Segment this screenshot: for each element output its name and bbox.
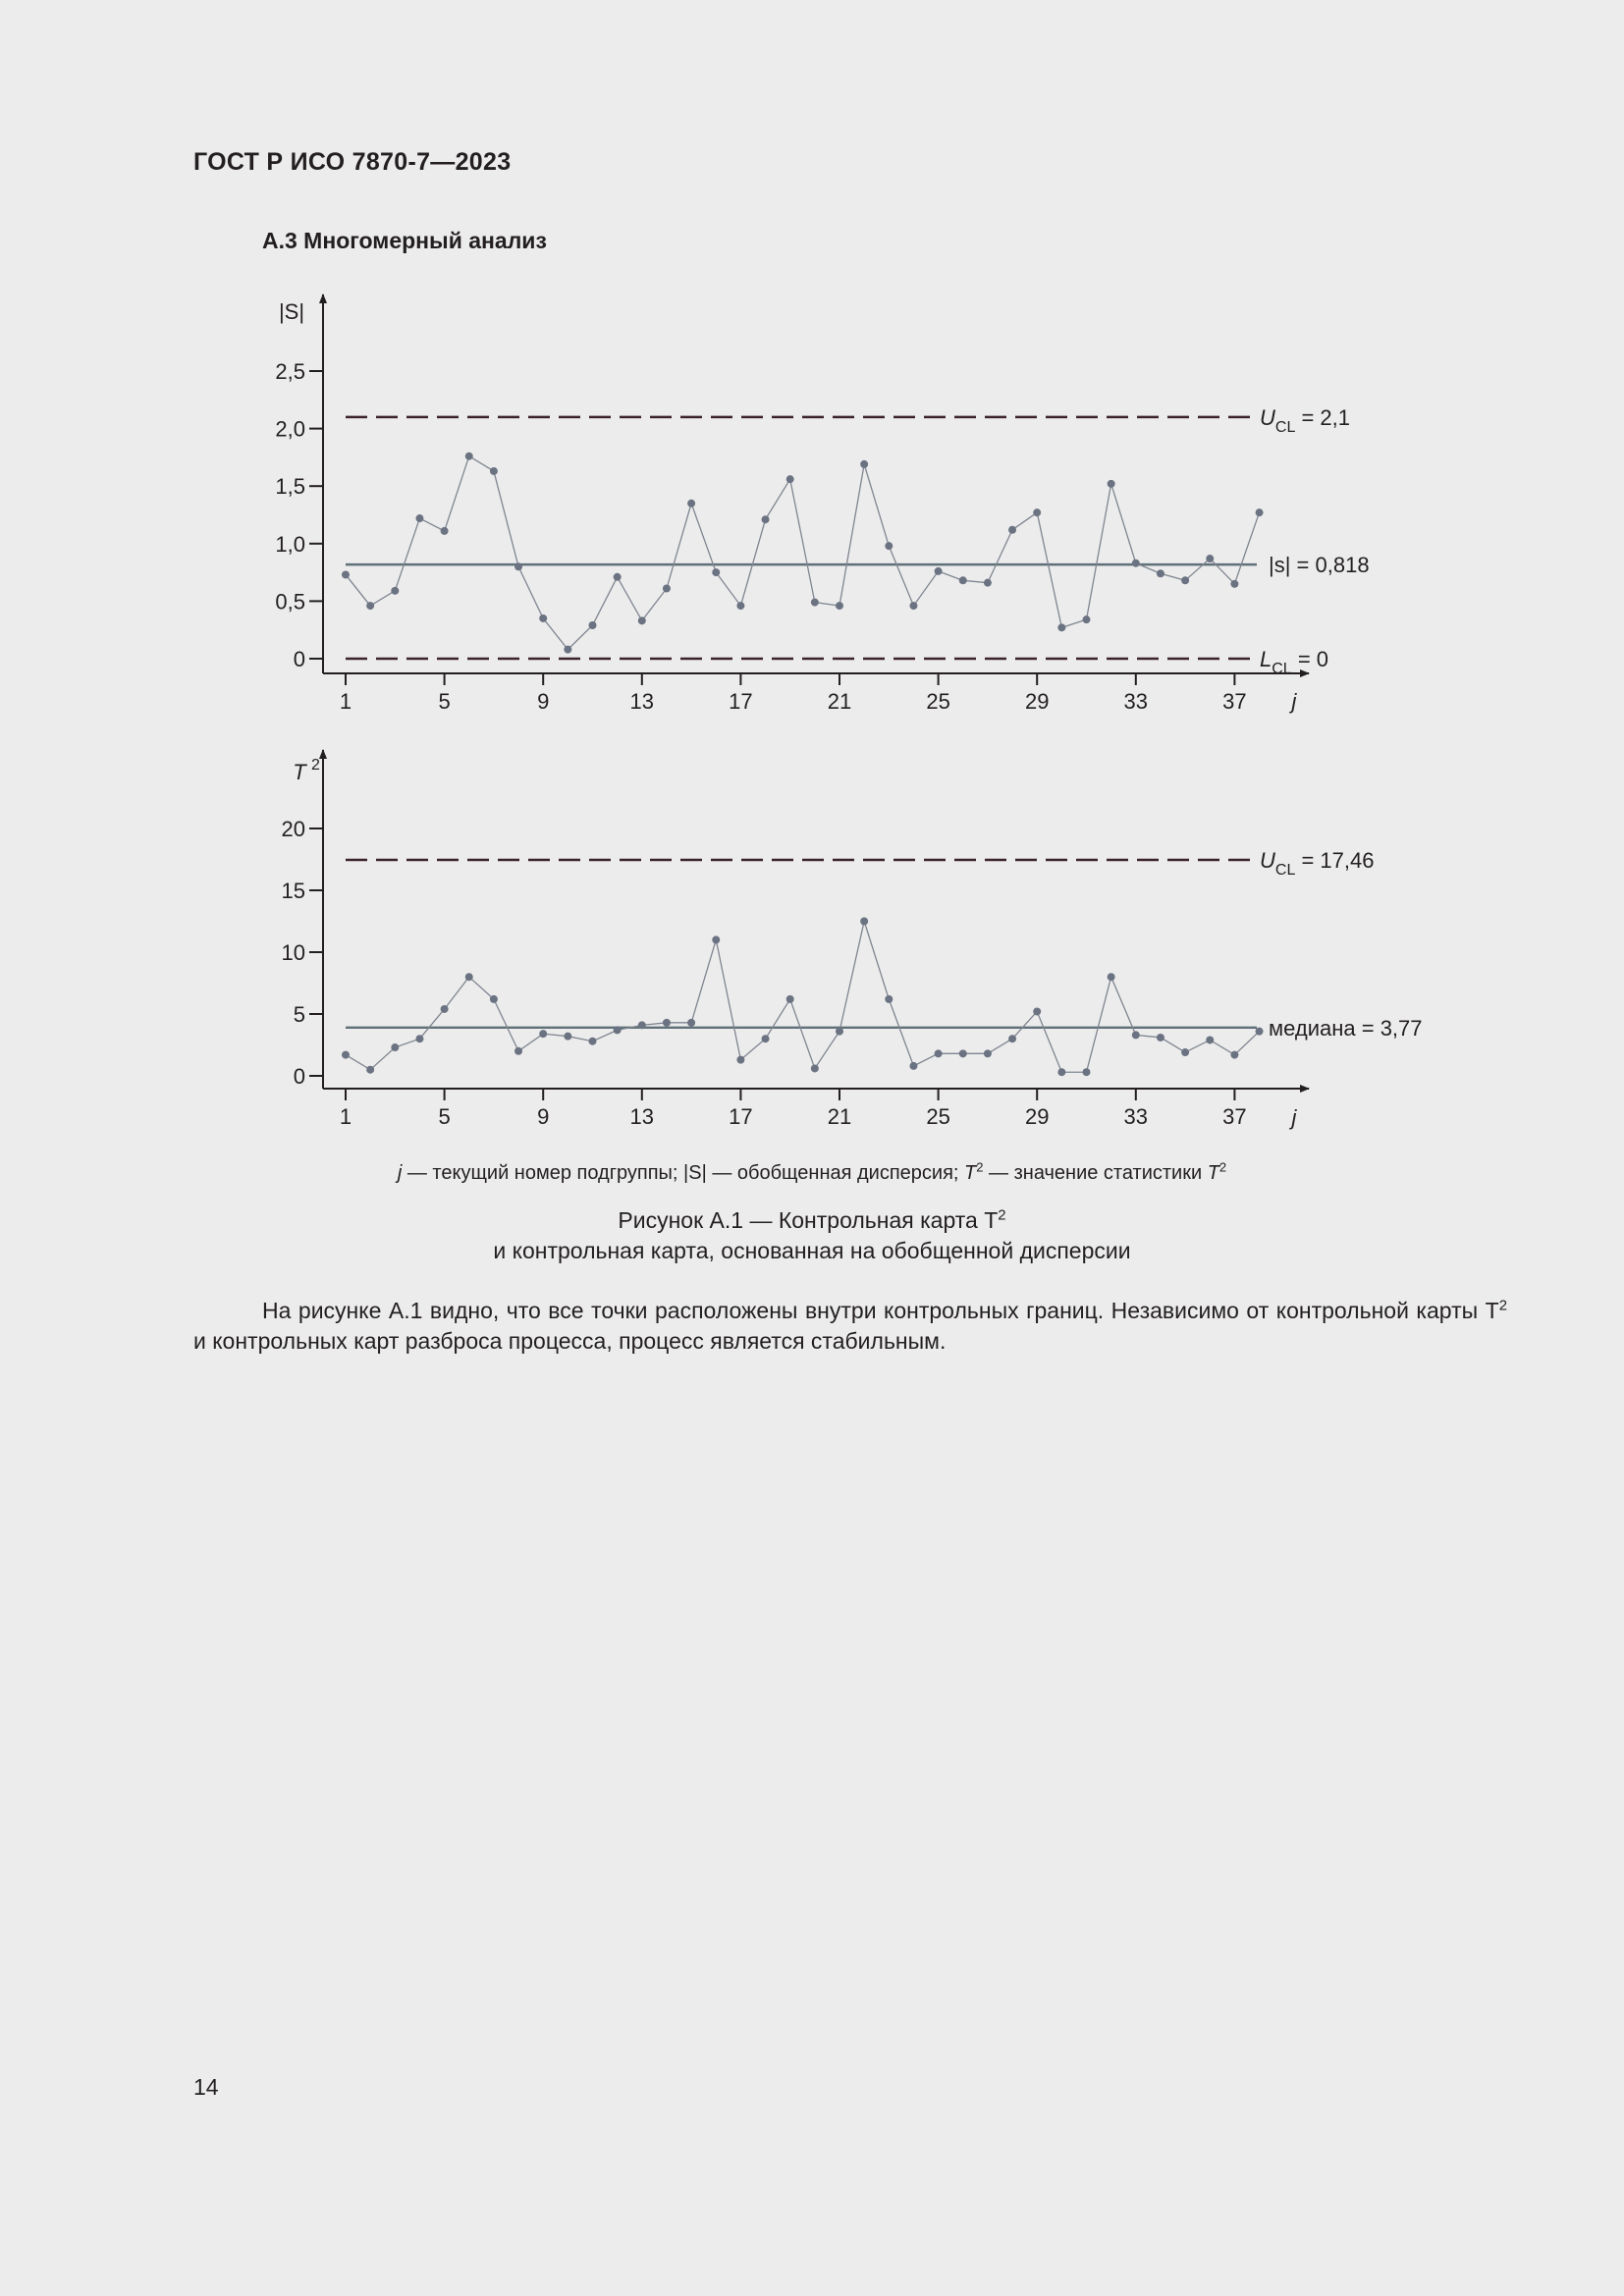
data-point	[465, 973, 473, 981]
reference-label-ucl: $U_{CL} = 2,1$	[1260, 404, 1350, 436]
legend-text-2: — значение статистики	[983, 1162, 1208, 1184]
data-point	[1108, 480, 1115, 488]
t2-chart	[282, 750, 1423, 1130]
data-point	[885, 542, 893, 550]
data-point	[342, 570, 350, 578]
data-point	[490, 467, 498, 475]
data-point	[736, 602, 744, 610]
x-tick-label: 9	[537, 689, 550, 714]
data-point	[687, 1019, 695, 1027]
x-tick-label: 29	[1024, 1104, 1050, 1129]
y-tick-label: 2,5	[275, 359, 305, 384]
x-tick-label: 13	[629, 1104, 655, 1129]
body-sup: 2	[1498, 1297, 1507, 1314]
data-point	[1157, 569, 1164, 577]
data-point	[441, 1005, 449, 1013]
data-point	[935, 1049, 943, 1057]
data-point	[1256, 508, 1264, 516]
data-point	[490, 995, 498, 1003]
data-point	[1157, 1034, 1164, 1041]
data-point	[1230, 580, 1238, 588]
data-point	[860, 460, 868, 468]
data-point	[786, 475, 794, 483]
data-point	[614, 1026, 622, 1034]
data-point	[564, 1033, 571, 1041]
x-tick-label: 25	[926, 689, 950, 714]
caption-sup: 2	[998, 1206, 1006, 1224]
data-point	[712, 935, 720, 943]
data-point	[935, 567, 943, 575]
y-tick-label: 5	[293, 1002, 305, 1027]
data-point	[1008, 1035, 1016, 1042]
data-point	[984, 579, 992, 587]
x-tick-label: 1	[339, 1104, 352, 1129]
data-point	[984, 1049, 992, 1057]
data-point	[885, 995, 893, 1003]
data-point	[1181, 1048, 1189, 1056]
data-point	[1057, 1068, 1065, 1076]
body-paragraph	[193, 1296, 1507, 1357]
y-tick-label: 10	[281, 940, 305, 965]
legend-j-symbol: j	[397, 1162, 403, 1184]
legend-t2-symbol: T	[1207, 1162, 1219, 1184]
y-axis-label: |S|	[278, 299, 305, 324]
x-tick-label: 21	[827, 689, 852, 714]
data-point	[811, 599, 819, 607]
body-text-1: На рисунке А.1 видно, что все точки расположены внутри контрольных границ. Независимо от контрольной карты T	[262, 1298, 1499, 1323]
data-point	[589, 1038, 597, 1045]
data-point	[1057, 623, 1065, 631]
x-tick-label: 9	[537, 1104, 550, 1129]
data-point	[638, 1021, 646, 1029]
body-text-2: и контрольных карт разброса процесса, процесс является стабильным.	[193, 1328, 947, 1354]
y-axis-label-sup: 2	[311, 757, 320, 774]
data-point	[959, 576, 967, 584]
data-point	[736, 1056, 744, 1064]
x-tick-label: 1	[339, 689, 352, 714]
x-tick-label: 25	[926, 1104, 950, 1129]
page-number: 14	[193, 2074, 219, 2100]
section-title: А.3 Многомерный анализ	[262, 228, 547, 253]
generalized-variance-chart	[275, 294, 1369, 714]
data-point	[1230, 1051, 1238, 1059]
data-point	[514, 562, 522, 570]
reference-label-lcl: $L_{CL} = 0$	[1260, 647, 1329, 677]
data-point	[1083, 615, 1091, 623]
data-point	[465, 453, 473, 460]
data-point	[811, 1064, 819, 1072]
x-tick-label: 5	[438, 689, 451, 714]
x-tick-label: 33	[1123, 1104, 1149, 1129]
data-point	[614, 573, 622, 581]
data-point	[366, 1066, 374, 1074]
y-tick-label: 2,0	[275, 416, 305, 442]
data-point	[687, 500, 695, 507]
y-axis-label: T	[293, 760, 306, 784]
data-point	[415, 514, 423, 522]
data-point	[1108, 973, 1115, 981]
reference-label-center: |s| = 0,818	[1269, 553, 1370, 578]
data-point	[342, 1051, 350, 1059]
y-tick-label: 0,5	[275, 589, 305, 614]
y-tick-label: 1,0	[275, 531, 305, 557]
data-point	[712, 568, 720, 576]
x-tick-label: 13	[629, 689, 655, 714]
data-point	[1256, 1028, 1264, 1036]
data-point	[909, 602, 917, 610]
data-point	[762, 1035, 770, 1042]
data-point	[909, 1062, 917, 1070]
data-point	[1206, 555, 1214, 562]
data-point	[1033, 1007, 1041, 1015]
data-point	[959, 1049, 967, 1057]
reference-label-ucl: $U_{CL} = 17,46$	[1260, 848, 1375, 880]
data-point	[539, 614, 547, 622]
caption-line-1-text: Рисунок А.1 — Контрольная карта T	[618, 1207, 999, 1233]
y-tick-label: 15	[281, 879, 305, 903]
data-point	[391, 587, 399, 595]
data-point	[1008, 526, 1016, 534]
series-line-38	[346, 922, 1260, 1073]
data-point	[836, 602, 843, 610]
figure-caption	[0, 1205, 1624, 1266]
document-header: ГОСТ Р ИСО 7870-7—2023	[193, 148, 512, 176]
legend-t-sup: 2	[976, 1159, 984, 1175]
data-point	[441, 527, 449, 535]
data-point	[366, 602, 374, 610]
data-point	[1181, 576, 1189, 584]
x-tick-label: 5	[438, 1104, 451, 1129]
y-tick-label: 0	[293, 1064, 305, 1089]
x-tick-label: 17	[729, 1104, 753, 1129]
data-point	[1132, 1031, 1140, 1039]
x-axis-label: j	[1291, 689, 1297, 714]
data-point	[638, 616, 646, 624]
data-point	[1206, 1036, 1214, 1043]
data-point	[564, 646, 571, 654]
data-point	[415, 1035, 423, 1042]
caption-line-2: и контрольная карта, основанная на обобщенной дисперсии	[493, 1238, 1131, 1263]
data-point	[860, 918, 868, 926]
caption-line-1	[0, 1205, 1624, 1236]
data-point	[762, 515, 770, 523]
y-tick-label: 1,5	[275, 474, 305, 500]
legend-t-symbol: T	[964, 1162, 977, 1184]
data-point	[514, 1047, 522, 1055]
data-point	[589, 621, 597, 629]
figure-legend	[0, 1159, 1624, 1185]
data-point	[539, 1030, 547, 1038]
data-point	[663, 1019, 671, 1027]
data-point	[1132, 560, 1140, 567]
legend-text-1: — текущий номер подгруппы; |S| — обобщенная дисперсия;	[402, 1162, 965, 1184]
y-tick-label: 20	[281, 817, 305, 841]
y-tick-label: 0	[293, 647, 305, 671]
data-point	[786, 995, 794, 1003]
data-point	[1033, 508, 1041, 516]
x-tick-label: 17	[729, 689, 753, 714]
x-axis-label: j	[1291, 1105, 1297, 1130]
x-tick-label: 37	[1222, 689, 1247, 714]
data-point	[391, 1043, 399, 1051]
series-line-38	[346, 456, 1260, 650]
data-point	[836, 1028, 843, 1036]
legend-t2-sup: 2	[1218, 1159, 1227, 1175]
data-point	[1083, 1068, 1091, 1076]
x-tick-label: 33	[1123, 689, 1149, 714]
x-tick-label: 37	[1222, 1104, 1247, 1129]
data-point	[663, 585, 671, 593]
x-tick-label: 29	[1024, 689, 1050, 714]
reference-label-median: медиана = 3,77	[1269, 1015, 1423, 1041]
x-tick-label: 21	[827, 1104, 852, 1129]
